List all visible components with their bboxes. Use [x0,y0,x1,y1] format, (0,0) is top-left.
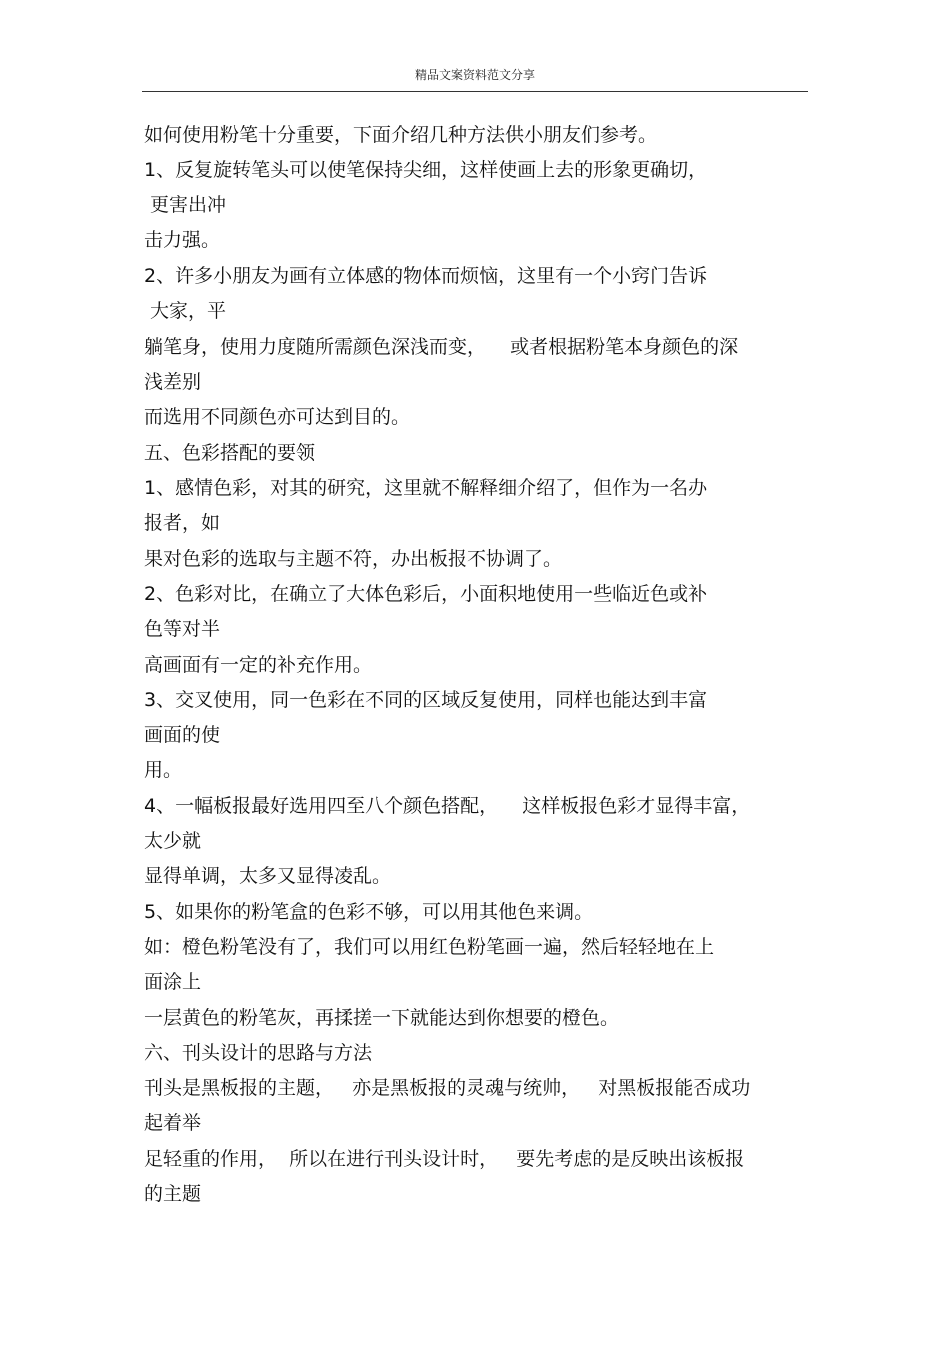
text-line: 3、交叉使用，同一色彩在不同的区域反复使用，同样也能达到丰富 [144,689,708,711]
text-line: 果对色彩的选取与主题不符，办出板报不协调了。 [144,548,563,570]
text-line: 报者，如 [144,512,221,534]
text-line: 色等对半 [144,618,221,640]
text-line: 更害出冲 [144,194,227,216]
text-line: 2、色彩对比，在确立了大体色彩后，小面积地使用一些临近色或补 [144,583,708,605]
text-line: 五、色彩搭配的要领 [144,442,316,464]
text-line: 如何使用粉笔十分重要，下面介绍几种方法供小朋友们参考。 [144,124,658,146]
text-line: 高画面有一定的补充作用。 [144,654,373,676]
text-line: 而选用不同颜色亦可达到目的。 [144,406,411,428]
text-line: 大家，平 [144,300,227,322]
text-line: 4、一幅板报最好选用四至八个颜色搭配， 这样板报色彩才显得丰富， [144,795,751,817]
text-line: 一层黄色的粉笔灰，再揉搓一下就能达到你想要的橙色。 [144,1007,620,1029]
text-line: 击力强。 [144,229,221,251]
text-line: 的主题 [144,1183,202,1205]
text-line: 显得单调，太多又显得凌乱。 [144,865,392,887]
text-line: 太少就 [144,830,202,852]
text-line: 2、许多小朋友为画有立体感的物体而烦恼，这里有一个小窍门告诉 [144,265,708,287]
text-line: 5、如果你的粉笔盒的色彩不够，可以用其他色来调。 [144,901,594,923]
text-line: 如：橙色粉笔没有了，我们可以用红色粉笔画一遍，然后轻轻地在上 [144,936,715,958]
text-line: 足轻重的作用， 所以在进行刊头设计时， 要先考虑的是反映出该板报 [144,1148,745,1170]
text-line: 面涂上 [144,971,202,993]
text-line: 1、反复旋转笔头可以使笔保持尖细，这样使画上去的形象更确切， [144,159,708,181]
page-header: 精品文案资料范文分享 [414,68,535,82]
text-line: 用。 [144,759,183,781]
text-line: 六、刊头设计的思路与方法 [144,1042,373,1064]
header-rule [142,91,808,92]
text-line: 起着举 [144,1112,202,1134]
text-line: 1、感情色彩，对其的研究，这里就不解释细介绍了，但作为一名办 [144,477,708,499]
text-line: 浅差别 [144,371,202,393]
text-line: 刊头是黑板报的主题， 亦是黑板报的灵魂与统帅， 对黑板报能否成功 [144,1077,751,1099]
text-line: 躺笔身，使用力度随所需颜色深浅而变， 或者根据粉笔本身颜色的深 [144,336,739,358]
text-line: 画面的使 [144,724,221,746]
